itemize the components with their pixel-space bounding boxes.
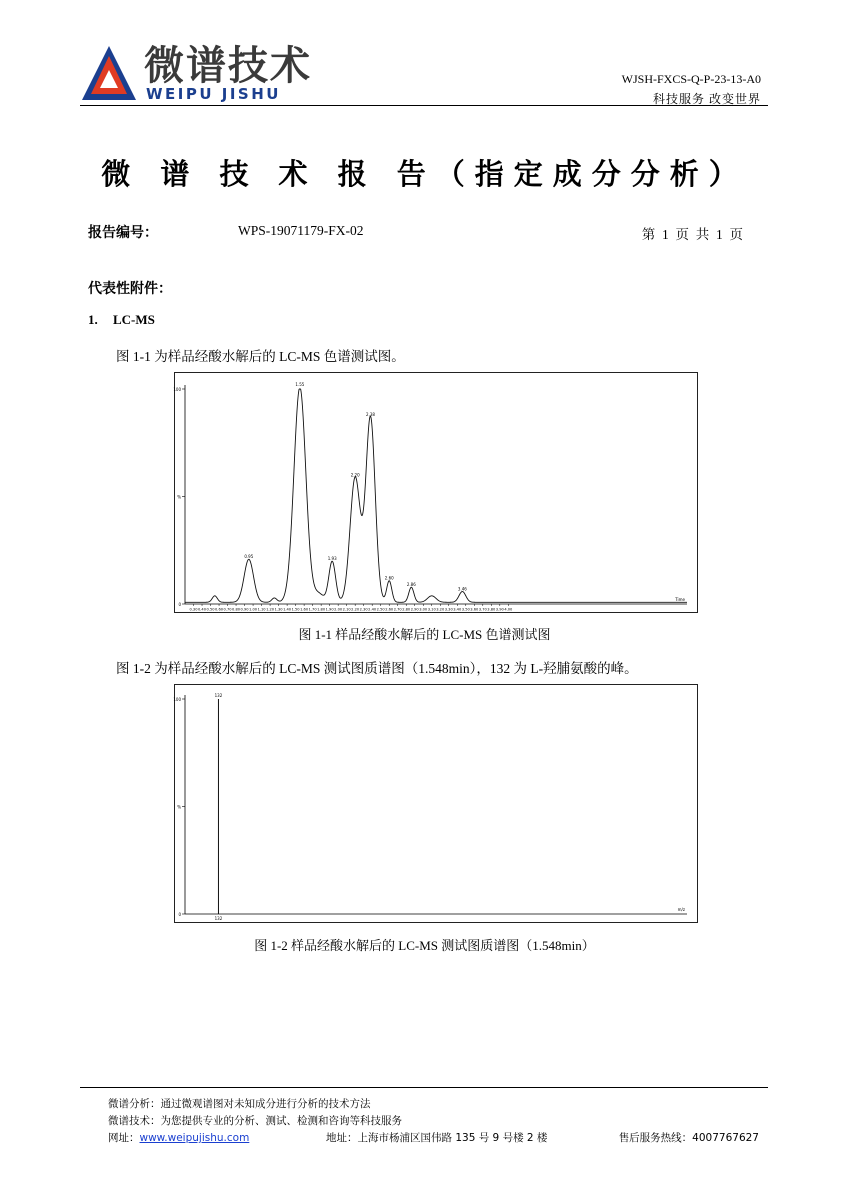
x-tick-label: 0.70 — [223, 607, 232, 612]
x-tick-label: 0.30 — [189, 607, 198, 612]
x-tick-label: 1.50 — [291, 607, 300, 612]
x-tick-label: 2.50 — [376, 607, 385, 612]
logo-english-text: WEIPU JISHU — [146, 85, 281, 103]
y-tick-label: 100 — [173, 697, 181, 702]
x-tick-label: 1.60 — [300, 607, 309, 612]
peak-label: 2.38 — [366, 412, 375, 418]
footer-hotline: 售后服务热线：4007767627 — [618, 1132, 759, 1144]
figure1-intro: 图 1-1 为样品经酸水解后的 LC-MS 色谱测试图。 — [116, 349, 405, 364]
x-axis-label: Time — [675, 597, 685, 602]
x-tick-label: 3.70 — [478, 607, 487, 612]
footer-website-row — [108, 1130, 249, 1145]
peak-label: 1.55 — [295, 382, 305, 387]
x-tick-label: 3.00 — [419, 607, 428, 612]
mass-spectrum-chart — [174, 684, 698, 923]
x-tick-label: 3.40 — [453, 607, 462, 612]
x-tick-label: 1.80 — [317, 607, 326, 612]
peak-label: 0.95 — [244, 554, 254, 559]
y-tick-label: 0 — [178, 602, 181, 607]
x-tick-label: 4.00 — [504, 607, 513, 612]
peak-label: 2.20 — [350, 472, 360, 478]
company-slogan: 科技服务 改变世界 — [652, 92, 761, 106]
x-tick-label: 2.80 — [402, 607, 411, 612]
figure2-caption: 图 1-2 样品经酸水解后的 LC-MS 测试图质谱图（1.548min） — [254, 938, 595, 953]
y-tick-label: % — [177, 494, 181, 500]
x-tick-label: 2.40 — [368, 607, 377, 612]
x-tick-label: 2.10 — [342, 607, 351, 612]
x-tick-label: 2.70 — [393, 607, 402, 612]
x-tick-label: 3.60 — [470, 607, 479, 612]
x-tick-label: 132 — [214, 916, 223, 921]
peak-label: 2.86 — [406, 581, 416, 587]
footer-line1: 微谱分析：通过微观谱图对未知成分进行分析的技术方法 — [108, 1098, 371, 1110]
x-axis-label: m/z — [677, 907, 685, 912]
x-tick-label: 1.40 — [283, 607, 292, 612]
footer-line2: 微谱技术：为您提供专业的分析、测试、检测和咨询等科技服务 — [108, 1115, 402, 1127]
x-tick-label: 2.20 — [351, 607, 360, 612]
x-tick-label: 3.20 — [436, 607, 445, 612]
footer-website-label: 网址： — [108, 1132, 140, 1144]
x-tick-label: 2.30 — [359, 607, 368, 612]
x-tick-label: 2.00 — [334, 607, 343, 612]
section-name: LC-MS — [113, 312, 155, 327]
x-tick-label: 0.80 — [232, 607, 241, 612]
x-tick-label: 3.10 — [427, 607, 436, 612]
x-tick-label: 3.80 — [487, 607, 496, 612]
x-tick-label: 1.20 — [266, 607, 275, 612]
report-number-label: 报告编号： — [88, 226, 158, 241]
logo-chinese-text: 微谱技术 — [144, 43, 312, 89]
x-tick-label: 1.30 — [274, 607, 283, 612]
footer-divider — [80, 1087, 768, 1088]
peak-label: 2.60 — [384, 575, 394, 581]
x-tick-label: 0.90 — [240, 607, 249, 612]
peak-label: 3.46 — [457, 586, 467, 592]
report-number-value: WPS-19071179-FX-02 — [238, 223, 364, 238]
x-tick-label: 3.30 — [444, 607, 453, 612]
document-code: WJSH-FXCS-Q-P-23-13-A0 — [621, 72, 761, 86]
chromatogram-svg — [175, 373, 697, 612]
header-divider — [80, 105, 768, 106]
attachment-label: 代表性附件： — [88, 282, 172, 297]
x-tick-label: 1.10 — [257, 607, 266, 612]
x-tick-label: 1.90 — [325, 607, 334, 612]
x-tick-label: 0.50 — [206, 607, 215, 612]
x-tick-label: 1.70 — [308, 607, 317, 612]
mass-spectrum-svg — [175, 685, 697, 922]
x-tick-label: 2.90 — [410, 607, 419, 612]
x-tick-label: 0.60 — [215, 607, 224, 612]
figure2-intro: 图 1-2 为样品经酸水解后的 LC-MS 测试图质谱图（1.548min），132 为 L-羟脯氨酸的峰。 — [116, 661, 638, 676]
x-tick-label: 2.60 — [385, 607, 394, 612]
page-info: 第 1 页 共 1 页 — [641, 227, 743, 242]
mz-peak-label: 132 — [214, 693, 223, 698]
x-tick-label: 3.50 — [461, 607, 470, 612]
company-logo-icon — [80, 44, 138, 102]
footer-address: 地址：上海市杨浦区国伟路 135 号 9 号楼 2 楼 — [326, 1132, 548, 1144]
tic-trace-line — [185, 389, 687, 602]
website-link[interactable]: www.weipujishu.com — [139, 1132, 250, 1144]
section-index: 1. — [88, 312, 98, 327]
y-tick-label: % — [177, 804, 181, 810]
y-tick-label: 0 — [178, 912, 181, 917]
y-tick-label: 100 — [173, 387, 181, 392]
x-tick-label: 1.00 — [249, 607, 258, 612]
x-tick-label: 3.90 — [495, 607, 504, 612]
report-title: 微 谱 技 术 报 告（指定成分分析） — [101, 157, 748, 191]
peak-label: 1.93 — [327, 556, 337, 562]
x-tick-label: 0.40 — [198, 607, 207, 612]
chromatogram-chart — [174, 372, 698, 613]
figure1-caption: 图 1-1 样品经酸水解后的 LC-MS 色谱测试图 — [298, 627, 551, 642]
